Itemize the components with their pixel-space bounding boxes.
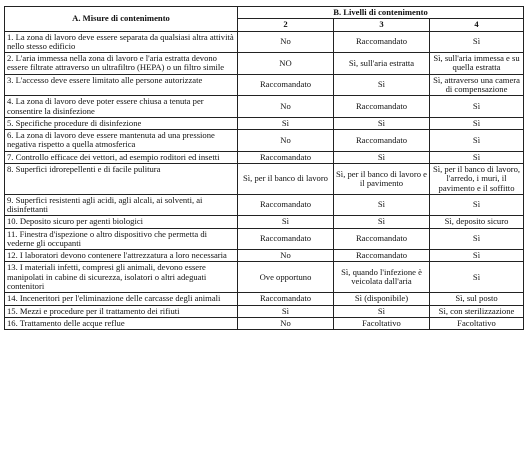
containment-table <box>4 6 524 330</box>
table-row <box>5 262 524 293</box>
level-2-cell: Sì <box>238 117 334 129</box>
level-2-header: 2 <box>238 19 334 31</box>
measure-cell: 5. Specifiche procedure di disinfezione <box>5 117 238 129</box>
level-2-cell: No <box>238 130 334 152</box>
table-row <box>5 151 524 163</box>
measure-cell: 16. Trattamento delle acque reflue <box>5 317 238 329</box>
level-3-cell: Sì <box>334 194 430 216</box>
level-4-cell: Sì, sul posto <box>430 293 524 305</box>
level-4-cell: Sì <box>430 250 524 262</box>
table-row <box>5 74 524 96</box>
level-4-cell: Sì, sull'aria immessa e su quella estratta <box>430 53 524 75</box>
measure-cell: 2. L'aria immessa nella zona di lavoro e l'aria estratta devono essere filtrate attraverso un ultrafiltro (HEPA) o un filtro simile <box>5 53 238 75</box>
table-row <box>5 216 524 228</box>
measure-cell: 3. L'accesso deve essere limitato alle persone autorizzate <box>5 74 238 96</box>
level-3-cell: Sì, quando l'infezione è veicolata dall'aria <box>334 262 430 293</box>
level-4-cell: Sì <box>430 130 524 152</box>
column-a-header: A. Misure di contenimento <box>5 7 238 32</box>
level-2-cell: Sì <box>238 305 334 317</box>
level-2-cell: Raccomandato <box>238 151 334 163</box>
level-3-cell: Sì, per il banco di lavoro e il pavimento <box>334 163 430 194</box>
level-4-cell: Sì, con sterilizzazione <box>430 305 524 317</box>
table-row <box>5 163 524 194</box>
level-3-cell: Facoltativo <box>334 317 430 329</box>
level-3-cell: Sì <box>334 151 430 163</box>
level-2-cell: Raccomandato <box>238 228 334 250</box>
level-3-cell: Raccomandato <box>334 96 430 118</box>
level-3-cell: Sì (disponibile) <box>334 293 430 305</box>
level-4-cell: Sì <box>430 194 524 216</box>
level-3-cell: Sì <box>334 117 430 129</box>
level-2-cell: No <box>238 31 334 53</box>
table-row <box>5 31 524 53</box>
level-2-cell: Raccomandato <box>238 293 334 305</box>
level-4-cell: Sì, attraverso una camera di compensazione <box>430 74 524 96</box>
level-2-cell: NO <box>238 53 334 75</box>
header-row-1 <box>5 7 524 19</box>
table-row <box>5 117 524 129</box>
level-4-header: 4 <box>430 19 524 31</box>
measure-cell: 1. La zona di lavoro deve essere separata da qualsiasi altra attività nello stesso edificio <box>5 31 238 53</box>
measure-cell: 10. Deposito sicuro per agenti biologici <box>5 216 238 228</box>
level-3-cell: Sì <box>334 74 430 96</box>
level-4-cell: Sì <box>430 117 524 129</box>
level-2-cell: Raccomandato <box>238 74 334 96</box>
level-3-cell: Sì <box>334 305 430 317</box>
table-row <box>5 305 524 317</box>
level-3-cell: Sì <box>334 216 430 228</box>
level-4-cell: Sì, per il banco di lavoro, l'arredo, i muri, il pavimento e il soffitto <box>430 163 524 194</box>
measure-cell: 6. La zona di lavoro deve essere mantenuta ad una pressione negativa rispetto a quella atmosferica <box>5 130 238 152</box>
table-row <box>5 53 524 75</box>
measure-cell: 9. Superfici resistenti agli acidi, agli alcali, ai solventi, ai disinfettanti <box>5 194 238 216</box>
level-2-cell: No <box>238 317 334 329</box>
level-2-cell: Sì, per il banco di lavoro <box>238 163 334 194</box>
table-row <box>5 96 524 118</box>
table-row <box>5 228 524 250</box>
level-4-cell: Facoltativo <box>430 317 524 329</box>
level-3-cell: Sì, sull'aria estratta <box>334 53 430 75</box>
table-row <box>5 293 524 305</box>
measure-cell: 4. La zona di lavoro deve poter essere chiusa a tenuta per consentire la disinfezione <box>5 96 238 118</box>
level-3-cell: Raccomandato <box>334 228 430 250</box>
measure-cell: 11. Finestra d'ispezione o altro dispositivo che permetta di vederne gli occupanti <box>5 228 238 250</box>
measure-cell: 13. I materiali infetti, compresi gli animali, devono essere manipolati in cabine di sicurezza, isolatori o altri adeguati contenitori <box>5 262 238 293</box>
measure-cell: 15. Mezzi e procedure per il trattamento dei rifiuti <box>5 305 238 317</box>
level-3-cell: Raccomandato <box>334 250 430 262</box>
table-row <box>5 194 524 216</box>
table-row <box>5 250 524 262</box>
level-4-cell: Sì <box>430 228 524 250</box>
measure-cell: 7. Controllo efficace dei vettori, ad esempio roditori ed insetti <box>5 151 238 163</box>
level-4-cell: Sì <box>430 96 524 118</box>
column-b-header: B. Livelli di contenimento <box>238 7 524 19</box>
level-3-header: 3 <box>334 19 430 31</box>
table-row <box>5 130 524 152</box>
measure-cell: 12. I laboratori devono contenere l'attrezzatura a loro necessaria <box>5 250 238 262</box>
level-4-cell: Sì <box>430 31 524 53</box>
level-4-cell: Sì <box>430 262 524 293</box>
measure-cell: 8. Superfici idrorepellenti e di facile pulitura <box>5 163 238 194</box>
level-3-cell: Raccomandato <box>334 31 430 53</box>
level-4-cell: Sì <box>430 151 524 163</box>
table-row <box>5 317 524 329</box>
level-2-cell: Raccomandato <box>238 194 334 216</box>
level-2-cell: No <box>238 250 334 262</box>
level-2-cell: Ove opportuno <box>238 262 334 293</box>
level-2-cell: No <box>238 96 334 118</box>
level-2-cell: Sì <box>238 216 334 228</box>
measure-cell: 14. Inceneritori per l'eliminazione delle carcasse degli animali <box>5 293 238 305</box>
level-3-cell: Raccomandato <box>334 130 430 152</box>
level-4-cell: Sì, deposito sicuro <box>430 216 524 228</box>
